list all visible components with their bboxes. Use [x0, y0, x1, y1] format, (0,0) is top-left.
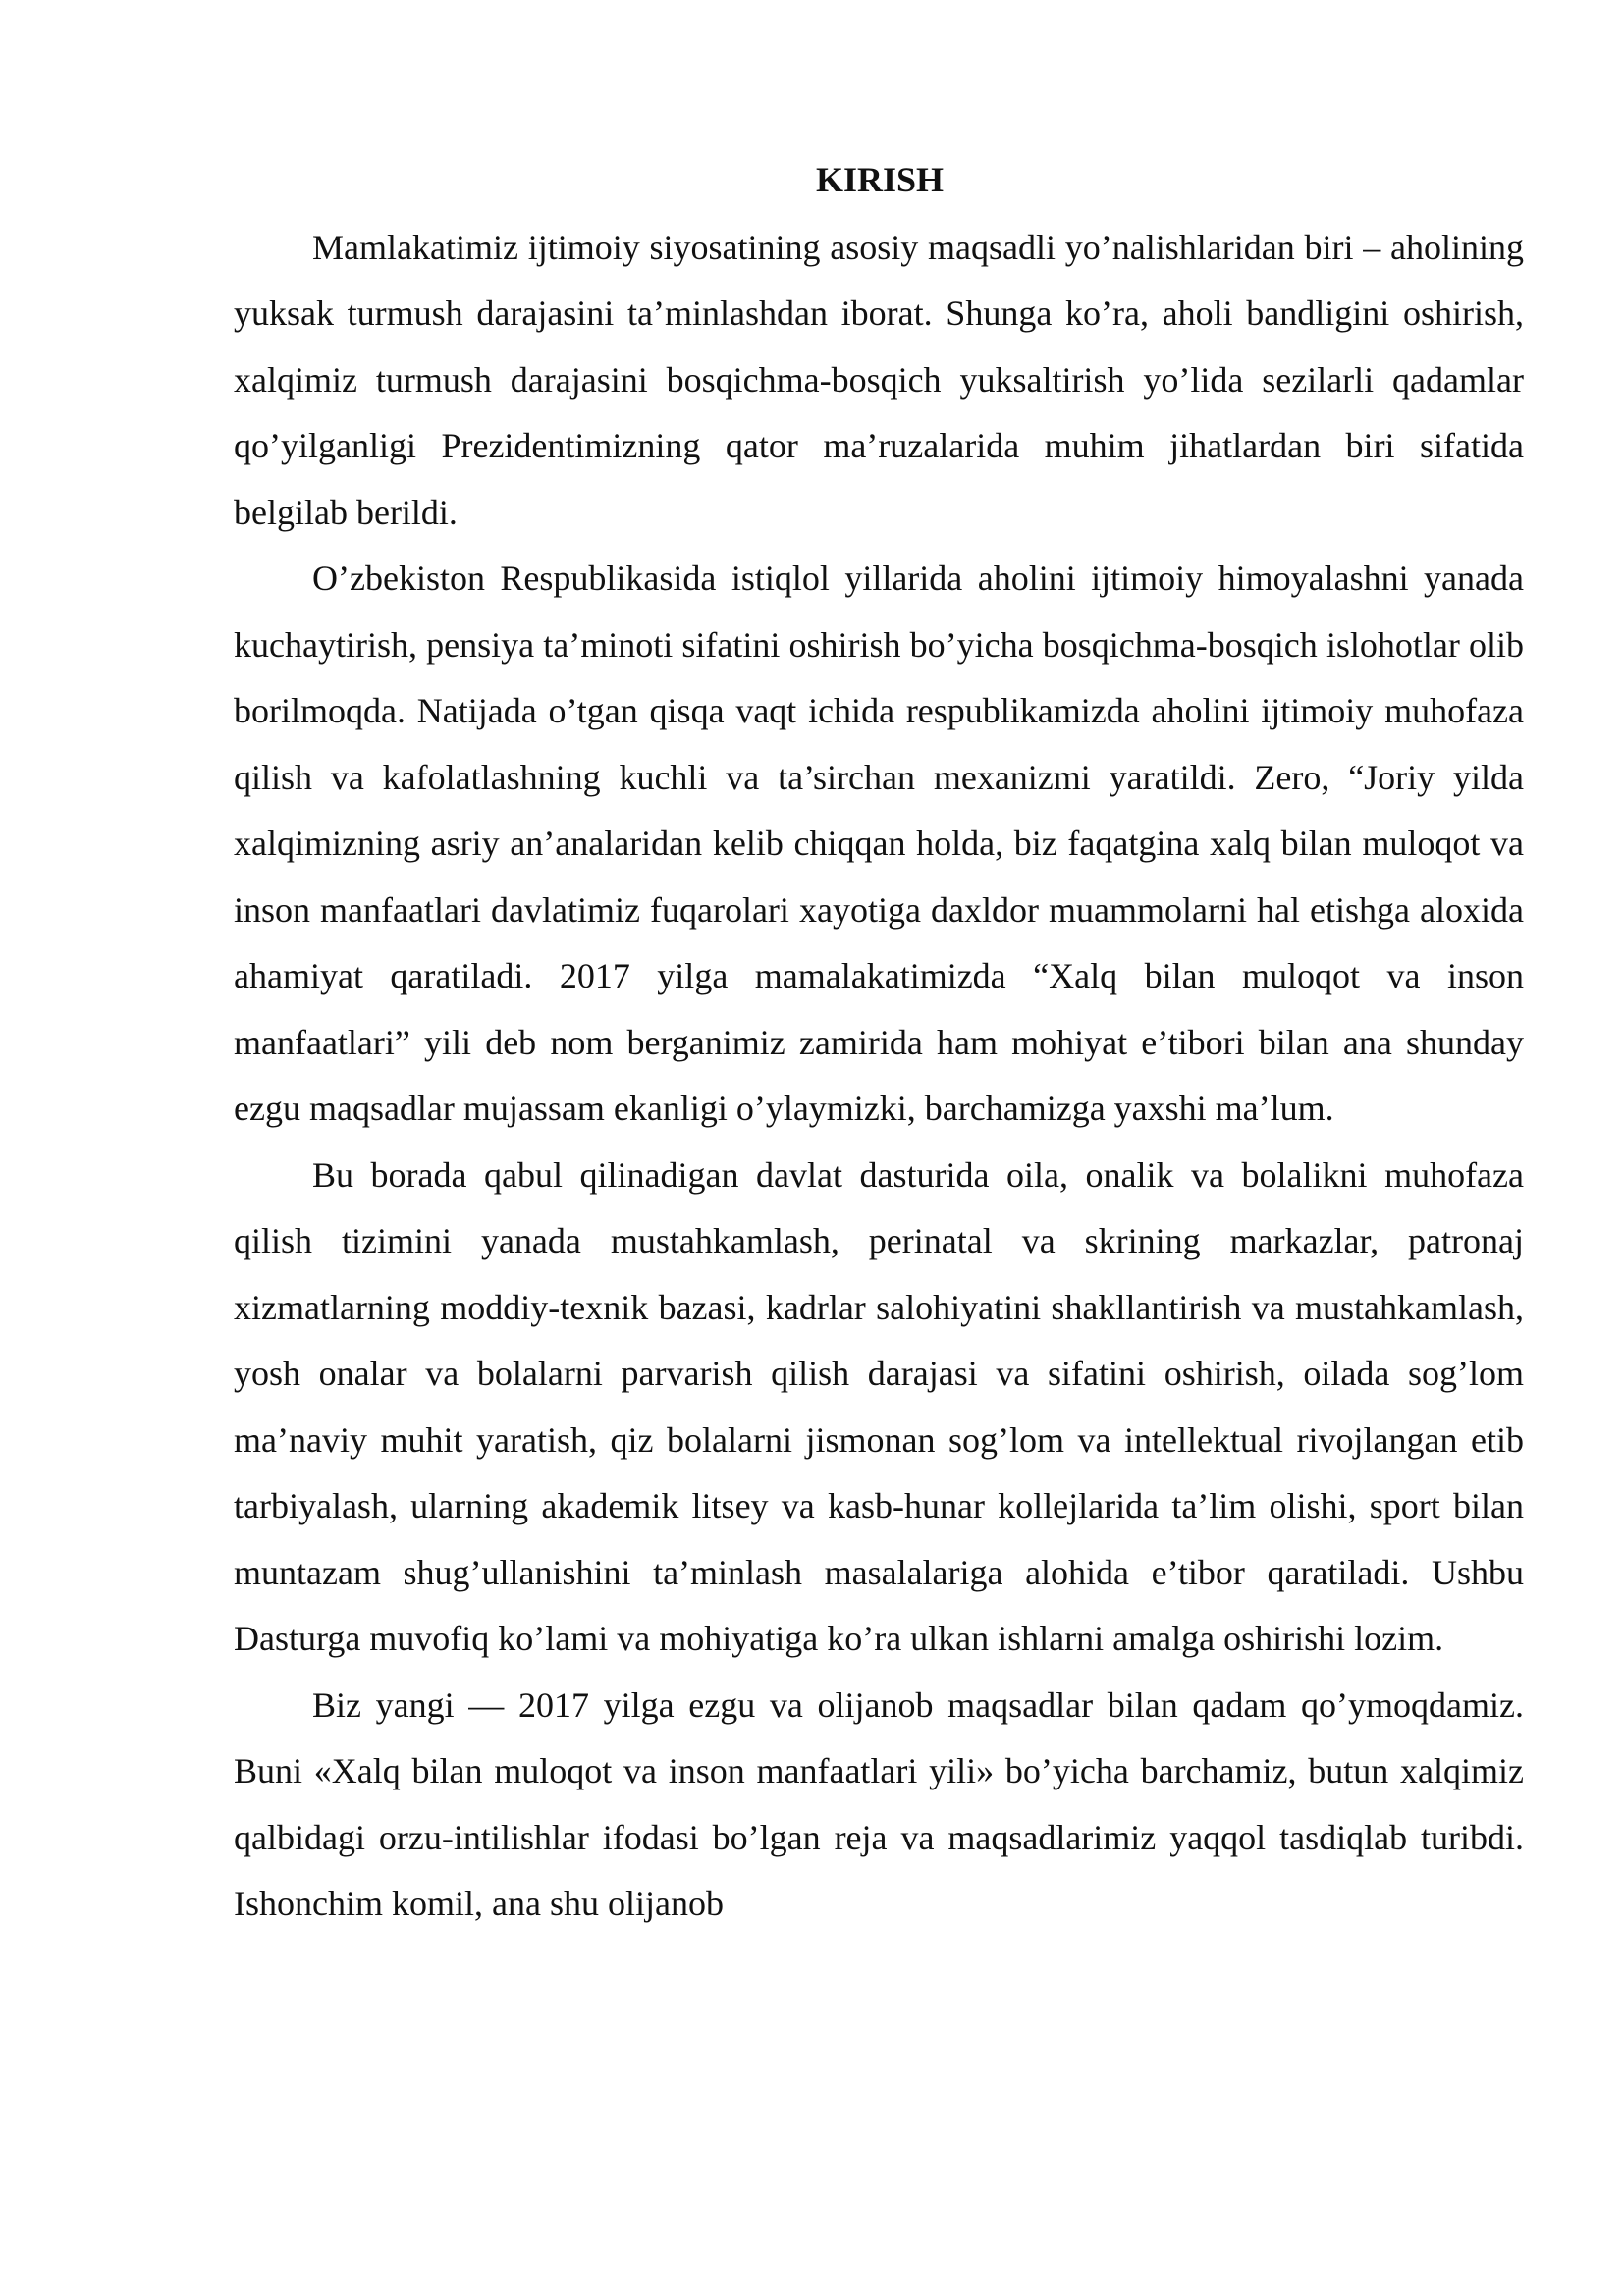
paragraph-1: Mamlakatimiz ijtimoiy siyosatining asosiy maqsadli yo’nalishlaridan biri – aholining yuksak turmush darajasini ta’minlashdan iborat. Shunga ko’ra, aholi bandligini oshirish, xalqimiz turmush darajasini bosqichma-bosqich yuksaltirish yo’lida sezilarli qadamlar qo’yilganligi Prezidentimizning qator ma’ruzalarida muhim jihatlardan biri sifatida belgilab berildi.	[234, 227, 1524, 532]
document-page	[234, 147, 1524, 1938]
paragraph-4: Biz yangi — 2017 yilga ezgu va olijanob maqsadlar bilan qadam qo’ymoqdamiz. Buni «Xalq bilan muloqot va inson manfaatlari yili» bo’yicha barchamiz, butun xalqimiz qalbidagi orzu-intilishlar ifodasi bo’lgan reja va maqsadlarimiz yaqqol tasdiqlab turibdi. Ishonchim komil, ana shu olijanob	[234, 1684, 1524, 1923]
paragraph-2: O’zbekiston Respublikasida istiqlol yillarida aholini ijtimoiy himoyalashni yanada kuchaytirish, pensiya ta’minoti sifatini oshirish bo’yicha bosqichma-bosqich islohotlar olib borilmoqda. Natijada o’tgan qisqa vaqt ichida respublikamizda aholini ijtimoiy muhofaza qilish va kafolatlashning kuchli va ta’sirchan mexanizmi yaratildi. Zero, “Joriy yilda xalqimizning asriy an’analaridan kelib chiqqan holda, biz faqatgina xalq bilan muloqot va inson manfaatlari davlatimiz fuqarolari xayotiga daxldor muammolarni hal etishga aloxida ahamiyat qaratiladi. 2017 yilga mamalakatimizda “Xalq bilan muloqot va inson manfaatlari” yili deb nom berganimiz zamirida ham mohiyat e’tibori bilan ana shunday ezgu maqsadlar mujassam ekanligi o’ylaymizki, barchamizga yaxshi ma’lum.	[234, 559, 1524, 1128]
page-title: KIRISH	[815, 160, 945, 199]
paragraph-3: Bu borada qabul qilinadigan davlat dasturida oila, onalik va bolalikni muhofaza qilish tizimini yanada mustahkamlash, perinatal va skrining markazlar, patronaj xizmatlarning moddiy-texnik bazasi, kadrlar salohiyatini shakllantirish va mustahkamlash, yosh onalar va bolalarni parvarish qilish darajasi va sifatini oshirish, oilada sog’lom ma’naviy muhit yaratish, qiz bolalarni jismonan sog’lom va intellektual rivojlangan etib tarbiyalash, ularning akademik litsey va kasb-hunar kollejlarida ta’lim olishi, sport bilan muntazam shug’ullanishini ta’minlash masalalariga alohida e’tibor qaratiladi. Ushbu Dasturga muvofiq ko’lami va mohiyatiga ko’ra ulkan ishlarni amalga oshirishi lozim.	[234, 1154, 1524, 1658]
